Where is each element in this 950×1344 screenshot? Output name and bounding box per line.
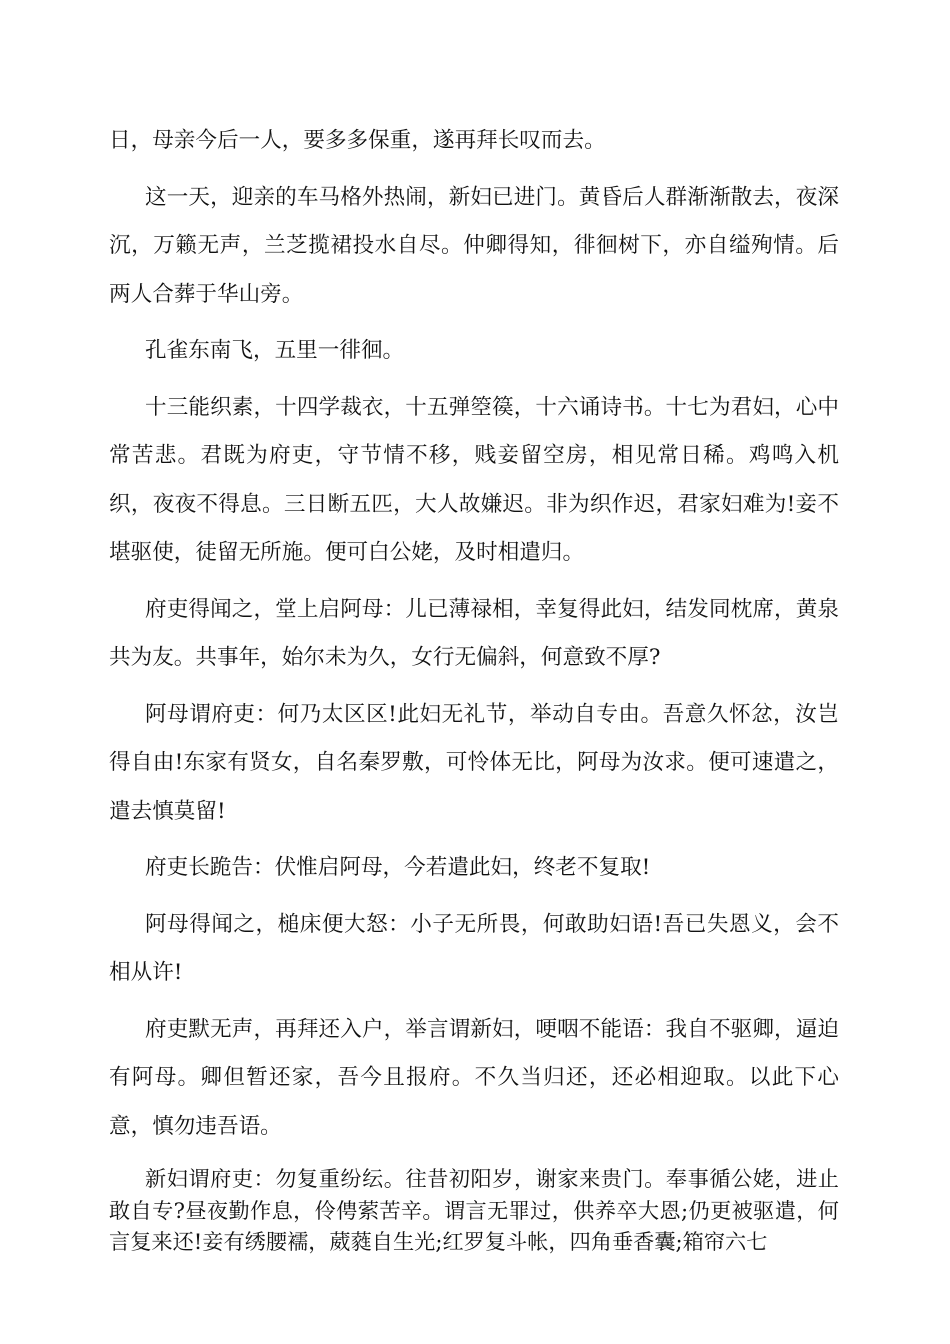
paragraph-7: 府吏长跪告：伏惟启阿母，今若遣此妇，终老不复取!	[145, 855, 651, 880]
paragraph-4: 十三能织素，十四学裁衣，十五弹箜篌，十六诵诗书。十七为君妇，心中常苦悲。君既为府吏，守节情不移，贱妾留空房，相见常日稀。鸡鸣入机织，夜夜不得息。三日断五匹，大人故嫌迟。非为织作迟，君家妇难为!妾不堪驱使，徒留无所施。便可白公姥，及时相遣归。	[109, 394, 839, 565]
paragraph-8: 阿母得闻之，槌床便大怒：小子无所畏，何敢助妇语!吾已失恩义，会不相从许!	[109, 911, 839, 985]
paragraph-3: 孔雀东南飞，五里一徘徊。	[145, 338, 405, 363]
paragraph-9: 府吏默无声，再拜还入户，举言谓新妇，哽咽不能语：我自不驱卿，逼迫有阿母。卿但暂还家，吾今且报府。不久当归还，还必相迎取。以此下心意，慎勿违吾语。	[109, 1016, 839, 1139]
paragraph-6: 阿母谓府吏：何乃太区区!此妇无礼节，举动自专由。吾意久怀忿，汝岂得自由!东家有贤女，自名秦罗敷，可怜体无比，阿母为汝求。便可速遣之，遣去慎莫留!	[109, 701, 839, 824]
document-body	[109, 117, 839, 1266]
paragraph-10: 新妇谓府吏：勿复重纷纭。往昔初阳岁，谢家来贵门。奉事循公姥，进止敢自专?昼夜勤作息，伶俜萦苦辛。谓言无罪过，供养卒大恩;仍更被驱遣，何言复来还!妾有绣腰襦，葳蕤自生光;红罗复斗帐，四角垂香囊;箱帘六七	[109, 1166, 839, 1254]
paragraph-5: 府吏得闻之，堂上启阿母：儿已薄禄相，幸复得此妇，结发同枕席，黄泉共为友。共事年，始尔未为久，女行无偏斜，何意致不厚?	[109, 596, 839, 670]
paragraph-1: 日，母亲今后一人，要多多保重，遂再拜长叹而去。	[109, 128, 606, 153]
paragraph-2: 这一天，迎亲的车马格外热闹，新妇已进门。黄昏后人群渐渐散去，夜深沉，万籁无声，兰芝揽裙投水自尽。仲卿得知，徘徊树下，亦自缢殉情。后两人合葬于华山旁。	[109, 184, 839, 307]
